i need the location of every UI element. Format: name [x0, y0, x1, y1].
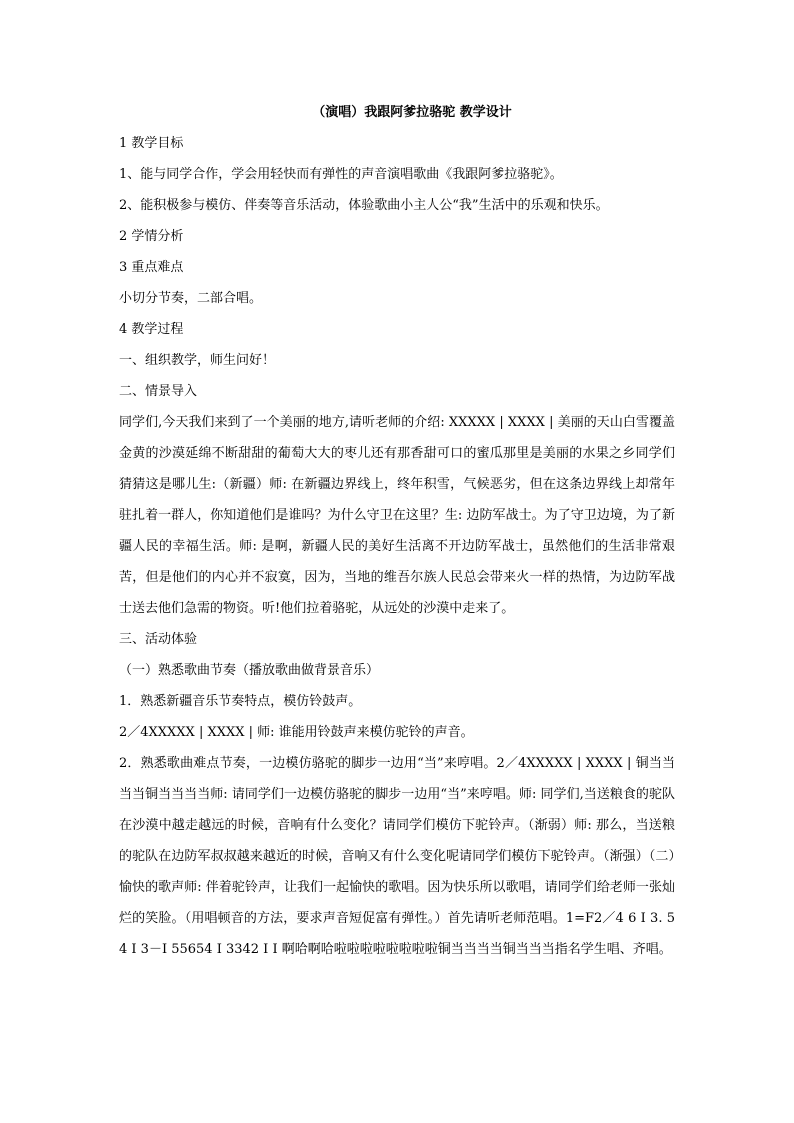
document-title: （演唱）我跟阿爹拉骆驼 教学设计	[312, 105, 512, 120]
intro-paragraph: 同学们,今天我们来到了一个美丽的地方,请听老师的介绍: XXXXX | XXXX | 美丽的天山白雪覆盖金黄的沙漠延绵不断甜甜的葡萄大大的枣儿还有那香甜可口的蜜瓜那里是美丽的水果之乡同学们猜猜这是哪儿生:（新疆）师: 在新疆边界线上，终年积雪，气候恶劣，但在这条边界线上却常年驻扎着一群人，你知道他们是谁吗？为什么守卫在这里？生: 边防军战士。为了守卫边境，为了新疆人民的幸福生活。师: 是啊，新疆人民的美好生活离不开边防军战士，虽然他们的生活非常艰苦，但是他们的内心并不寂寞，因为，当地的维吾尔族人民总会带来火一样的热情，为边防军战士送去他们急需的物资。听!他们拉着骆驼，从远处的沙漠中走来了。	[119, 415, 675, 616]
heading-teaching-goals: 1 教学目标	[119, 136, 184, 151]
document-page	[119, 98, 675, 965]
activity-subheading: （一）熟悉歌曲节奏（播放歌曲做背景音乐）	[119, 663, 380, 678]
goal-item-1: 1、能与同学合作，学会用轻快而有弹性的声音演唱歌曲《我跟阿爹拉骆驼》。	[119, 167, 563, 182]
rhythm-line: 2／4XXXXX | XXXX | 师: 谁能用铃鼓声来模仿驼铃的声音。	[119, 725, 474, 740]
heading-activity: 三、活动体验	[119, 632, 198, 647]
activity-step-2-paragraph: 2．熟悉歌曲难点节奏，一边模仿骆驼的脚步一边用“当”来哼唱。2／4XXXXX | XXXX | 铜当当当当铜当当当当师: 请同学们一边模仿骆驼的脚步一边用“当”来哼唱。师: 同学们,当送粮食的驼队在沙漠中越走越远的时候，音响有什么变化？请同学们模仿下驼铃声。（渐弱）师: 那么，当送粮的驼队在边防军叔叔越来越近的时候，音响又有什么变化呢请同学们模仿下驼铃声。（渐强）（二）愉快的歌声师: 伴着驼铃声，让我们一起愉快的歌唱。因为快乐所以歌唱，请同学们给老师一张灿烂的笑脸。（用唱顿音的方法，要求声音短促富有弹性。）首先请听老师范唱。1=F2／4 6 I 3. 5 4 I 3－I 55654 I 3342 I I 啊哈啊哈啦啦啦啦啦啦啦啦铜当当当当铜当当当指名学生唱、齐唱。	[119, 756, 675, 957]
goal-item-2: 2、能积极参与模仿、伴奏等音乐活动，体验歌曲小主人公“我”生活中的乐观和快乐。	[119, 198, 609, 213]
heading-student-analysis: 2 学情分析	[119, 229, 184, 244]
activity-step-1: 1．熟悉新疆音乐节奏特点，模仿铃鼓声。	[119, 694, 362, 709]
heading-key-difficulties: 3 重点难点	[119, 260, 184, 275]
process-step-organize: 一、组织教学，师生问好！	[119, 353, 276, 368]
key-difficulties-text: 小切分节奏，二部合唱。	[119, 291, 263, 306]
heading-teaching-process: 4 教学过程	[119, 322, 184, 337]
process-step-scene-intro: 二、情景导入	[119, 384, 198, 399]
